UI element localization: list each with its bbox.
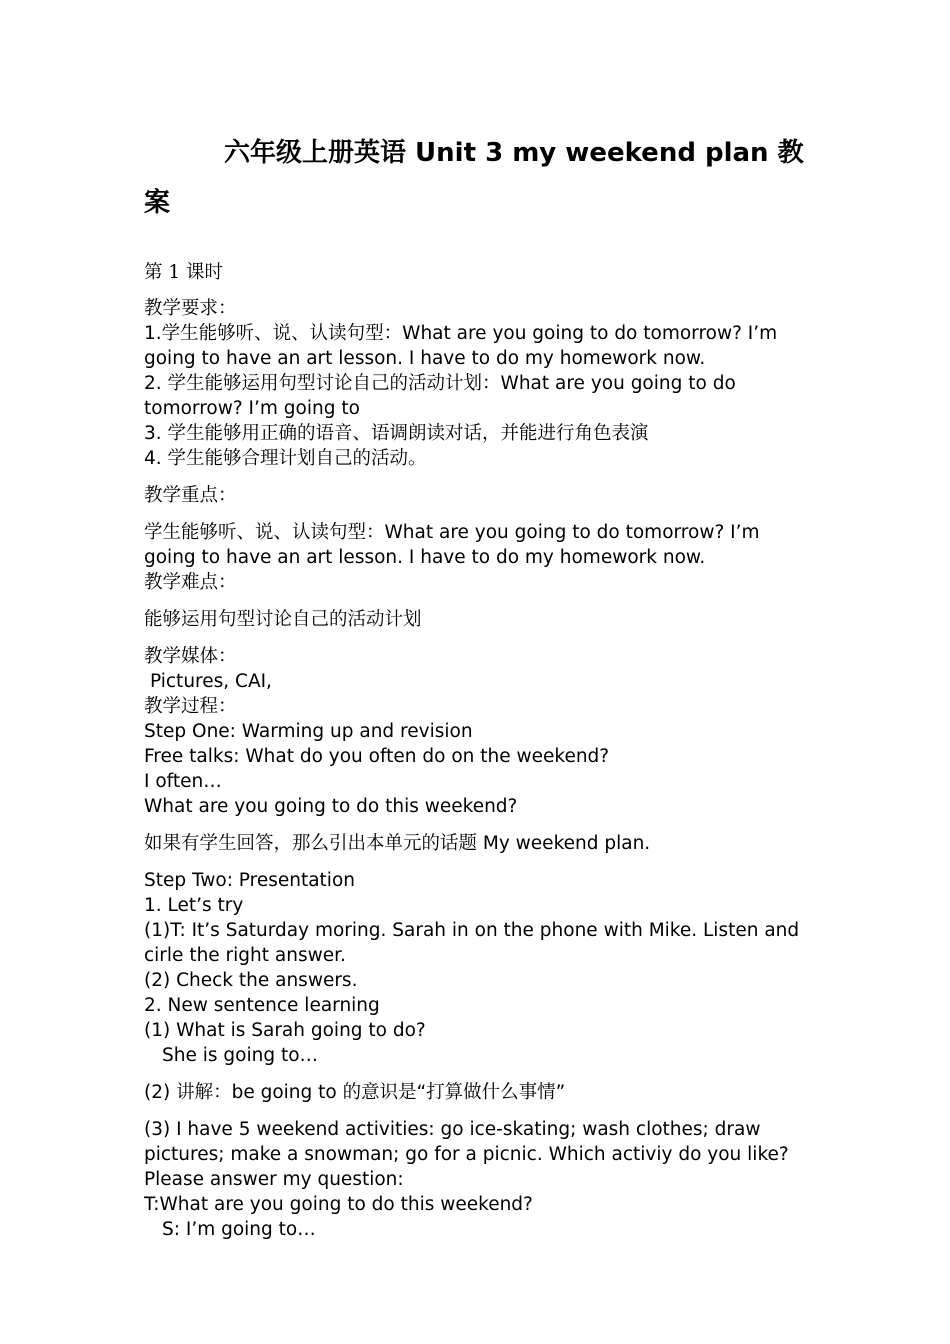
requirements-section — [144, 296, 806, 471]
step-two-line-2: 1. Let’s try — [144, 895, 244, 916]
step-one-line-2: Free talks: What do you often do on the weekend? — [144, 746, 610, 767]
lesson-label-block — [144, 260, 806, 285]
step-two-line-5: 2. New sentence learning — [144, 995, 380, 1016]
explanation-block — [144, 1080, 806, 1105]
activities-line-1: (3) I have 5 weekend activities: go ice-skating; wash clothes; draw pictures; make a snowman; go for a picnic. Which activiy do you like? Please answer my question: — [144, 1119, 789, 1190]
step-two-line-6: (1) What is Sarah going to do? — [144, 1020, 426, 1041]
media-heading: 教学媒体： — [144, 646, 237, 667]
step-two-line-4: (2) Check the answers. — [144, 970, 358, 991]
activities-section — [144, 1117, 806, 1242]
topic-intro-block — [144, 831, 806, 856]
media-text: Pictures, CAI, — [150, 671, 272, 692]
requirements-heading: 教学要求： — [144, 298, 237, 319]
step-one-line-4: What are you going to do this weekend? — [144, 796, 518, 817]
requirement-item-1: 1.学生能够听、说、认读句型：What are you going to do tomorrow? I’m going to have an art lesson. I have to do my homework now. — [144, 323, 778, 369]
requirement-item-3: 3. 学生能够用正确的语音、语调朗读对话，并能进行角色表演 — [144, 423, 649, 444]
step-two-section — [144, 868, 806, 1068]
step-two-answer: She is going to… — [162, 1045, 319, 1066]
step-one-line-1: Step One: Warming up and revision — [144, 721, 473, 742]
lesson-label: 第 1 课时 — [144, 262, 224, 283]
activities-line-2: T:What are you going to do this weekend? — [144, 1194, 533, 1215]
explanation-text: (2) 讲解：be going to 的意识是“打算做什么事情” — [144, 1082, 566, 1103]
difficulties-text: 能够运用句型讨论自己的活动计划 — [144, 609, 422, 630]
requirement-item-4: 4. 学生能够合理计划自己的活动。 — [144, 448, 427, 469]
step-two-line-1: Step Two: Presentation — [144, 870, 355, 891]
media-section — [144, 644, 806, 819]
requirement-item-2: 2. 学生能够运用句型讨论自己的活动计划：What are you going to do tomorrow? I’m going to — [144, 373, 736, 419]
document-page — [144, 128, 806, 1242]
key-points-section — [144, 483, 806, 632]
key-points-heading: 教学重点： — [144, 485, 237, 506]
document-title: 六年级上册英语 Unit 3 my weekend plan 教案 — [144, 138, 804, 218]
difficulties-heading: 教学难点： — [144, 572, 237, 593]
topic-intro-text: 如果有学生回答，那么引出本单元的话题 My weekend plan. — [144, 833, 651, 854]
key-points-text: 学生能够听、说、认读句型：What are you going to do tomorrow? I’m going to have an art lesson. I have to do my homework now. — [144, 522, 760, 568]
activities-answer: S: I’m going to… — [162, 1219, 316, 1240]
process-heading: 教学过程： — [144, 696, 237, 717]
step-one-line-3: I often… — [144, 771, 222, 792]
step-two-line-3: (1)T: It’s Saturday moring. Sarah in on the phone with Mike. Listen and cirle the right answer. — [144, 920, 800, 966]
